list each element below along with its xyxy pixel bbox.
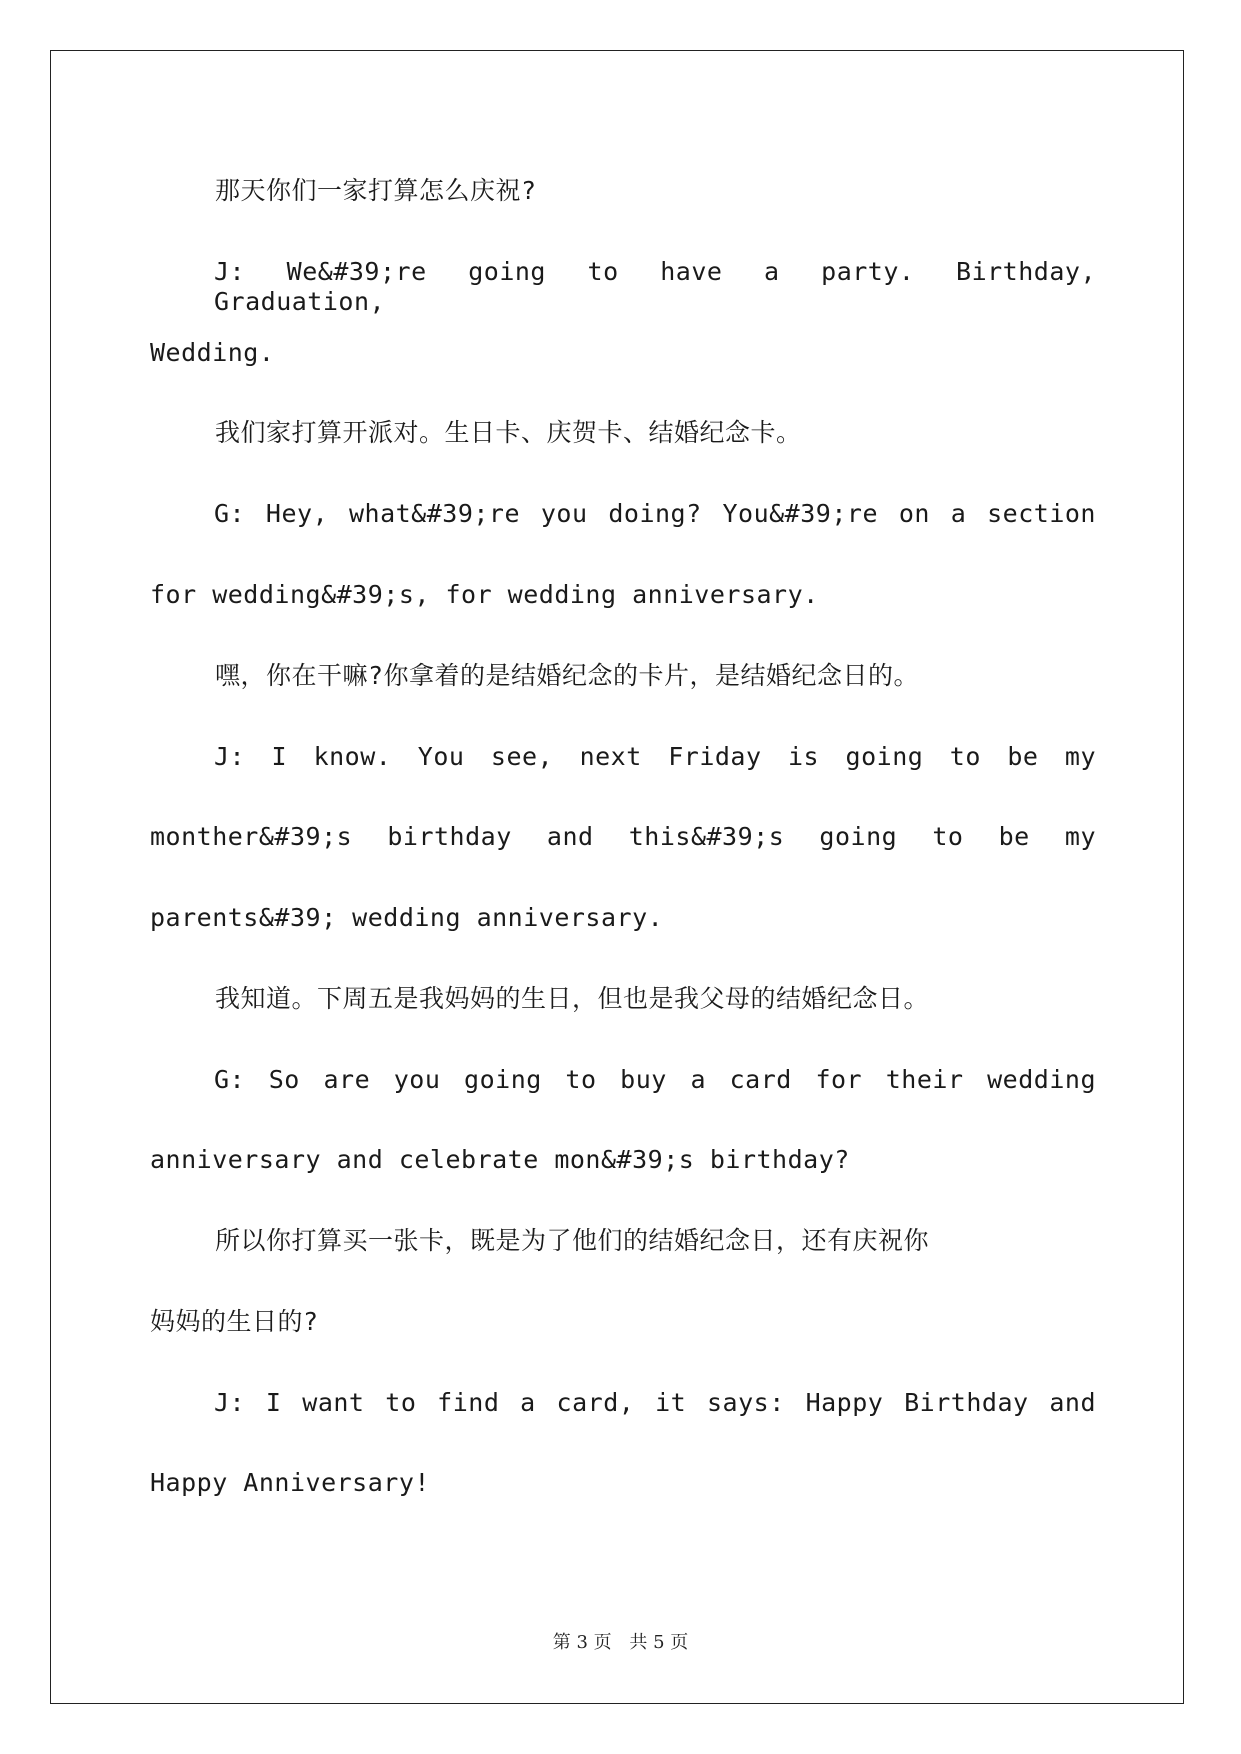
page-total: 共 5 页	[629, 1632, 689, 1653]
text-line: Wedding.	[150, 338, 275, 367]
text-line: Happy Anniversary!	[150, 1468, 430, 1497]
text-line: parents&#39; wedding anniversary.	[150, 903, 664, 932]
text-line: 所以你打算买一张卡，既是为了他们的结婚纪念日，还有庆祝你	[215, 1226, 930, 1255]
text-line: 嘿，你在干嘛?你拿着的是结婚纪念的卡片，是结婚纪念日的。	[215, 661, 920, 690]
text-line: J: I want to find a card, it says: Happy Birthday and	[214, 1388, 1096, 1417]
text-line: 那天你们一家打算怎么庆祝?	[215, 176, 537, 205]
text-line: 我们家打算开派对。生日卡、庆贺卡、结婚纪念卡。	[215, 418, 802, 447]
text-line: anniversary and celebrate mon&#39;s birthday?	[150, 1145, 850, 1174]
page-number: 第 3 页	[552, 1632, 612, 1653]
text-line: monther&#39;s birthday and this&#39;s going to be my	[150, 822, 1096, 851]
text-line: 妈妈的生日的?	[150, 1307, 319, 1336]
text-line: for wedding&#39;s, for wedding anniversary.	[150, 580, 819, 609]
text-line: 我知道。下周五是我妈妈的生日，但也是我父母的结婚纪念日。	[215, 984, 930, 1013]
text-line: G: So are you going to buy a card for their wedding	[214, 1065, 1096, 1094]
text-line: J: We&#39;re going to have a party. Birthday, Graduation,	[214, 257, 1096, 316]
text-line: G: Hey, what&#39;re you doing? You&#39;re on a section	[214, 499, 1096, 528]
page-footer	[0, 1628, 1241, 1654]
text-line: J: I know. You see, next Friday is going to be my	[214, 742, 1096, 771]
